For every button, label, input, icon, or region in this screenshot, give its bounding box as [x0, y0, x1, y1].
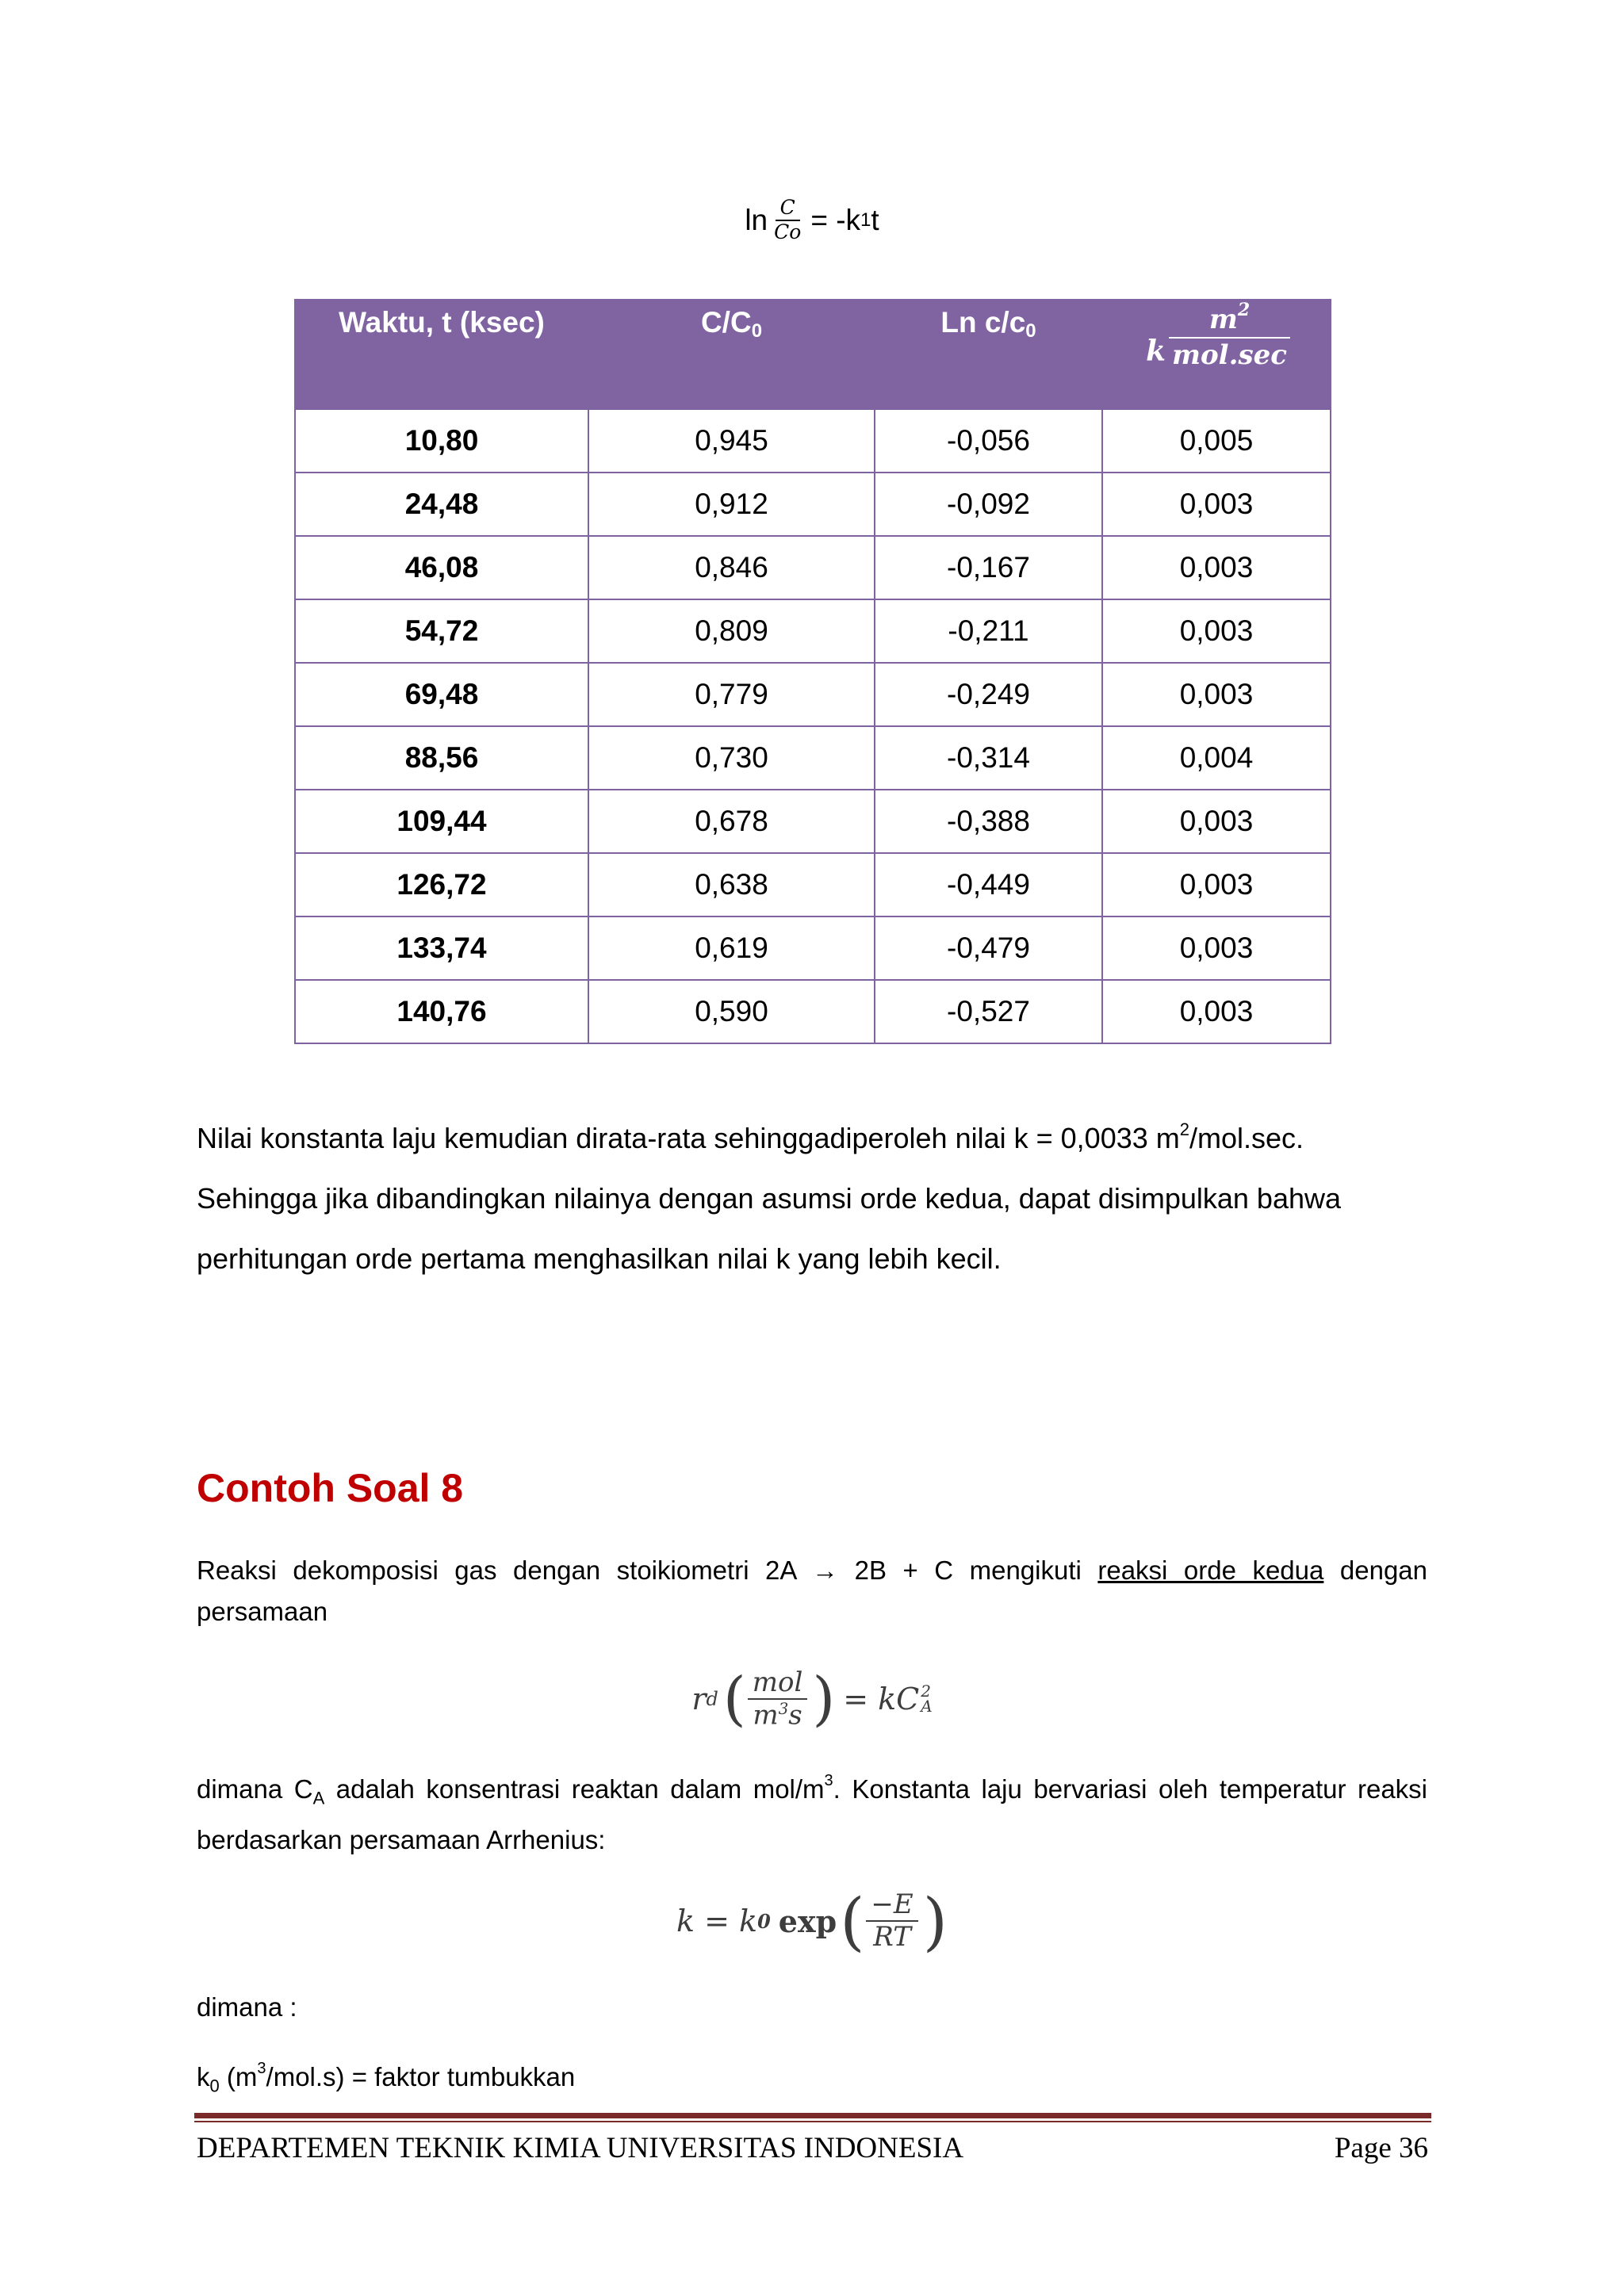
- cell-waktu: 10,80: [295, 409, 588, 473]
- cell-waktu: 140,76: [295, 980, 588, 1043]
- cell-c-c0: 0,945: [588, 409, 875, 473]
- header-k-den: mol.sec: [1172, 339, 1287, 371]
- unit-sup: 2: [1179, 1119, 1189, 1139]
- paragraph-reaction: [197, 1550, 1427, 1632]
- header-k: [1102, 299, 1331, 409]
- cell-k: 0,003: [1102, 790, 1331, 853]
- header-k-symbol: k: [1146, 334, 1166, 368]
- cell-c-c0: 0,912: [588, 473, 875, 536]
- arr-fraction: [866, 1889, 917, 1953]
- cell-c-c0: 0,809: [588, 599, 875, 663]
- rate-rhs-sub: A: [921, 1697, 933, 1716]
- cell-ln: -0,211: [875, 599, 1102, 663]
- cell-waktu: 46,08: [295, 536, 588, 599]
- header-c-c0-sub: 0: [751, 320, 763, 342]
- cell-waktu: 109,44: [295, 790, 588, 853]
- rate-fraction: [748, 1667, 808, 1732]
- formula-arrhenius: [0, 1881, 1624, 1961]
- header-k-num-sup: 2: [1237, 300, 1251, 320]
- arr-lhs: k = k: [676, 1904, 758, 1938]
- rate-rhs-sup: 2: [921, 1682, 931, 1701]
- paragraph-arrhenius: [197, 1769, 1427, 1861]
- paragraph-line: Sehingga jika dibandingkan nilainya dengan asumsi orde kedua, dapat disimpulkan bahwa: [197, 1182, 1342, 1215]
- formula-denominator: Co: [774, 220, 802, 243]
- table-row: [295, 599, 1331, 663]
- paragraph-text: /mol.sec.: [1189, 1122, 1304, 1154]
- header-k-units: [1172, 300, 1287, 372]
- table-header-row: [295, 299, 1331, 409]
- cell-k: 0,003: [1102, 916, 1331, 980]
- header-k-num: [1169, 300, 1290, 339]
- table-row: [295, 916, 1331, 980]
- k0-definition: [197, 2057, 1427, 2107]
- formula-t: t: [871, 203, 879, 236]
- cell-c-c0: 0,779: [588, 663, 875, 726]
- rate-den: [748, 1700, 806, 1731]
- footer-department: DEPARTEMEN TEKNIK KIMIA UNIVERSITAS INDONESIA: [197, 2132, 964, 2164]
- paragraph-text: . Konstanta laju bervariasi oleh temperatur reaksi berdasarkan persamaan Arrhenius:: [197, 1774, 1428, 1854]
- footer-rule: [194, 2113, 1431, 2118]
- cell-c-c0: 0,590: [588, 980, 875, 1043]
- paragraph-line: perhitungan orde pertama menghasilkan nilai k yang lebih kecil.: [197, 1242, 1002, 1275]
- paragraph-text: dengan persamaan: [197, 1556, 1428, 1626]
- header-k-fraction: [1146, 300, 1287, 372]
- footer-rule-thin: [194, 2121, 1431, 2122]
- paren-right: ): [922, 1884, 948, 1958]
- cell-k: 0,003: [1102, 853, 1331, 916]
- section-heading: Contoh Soal 8: [197, 1466, 464, 1510]
- rate-den-m: m: [753, 1699, 779, 1732]
- cell-c-c0: 0,638: [588, 853, 875, 916]
- paren-left: (: [840, 1884, 865, 1958]
- rate-rhs: = kC: [843, 1682, 920, 1716]
- cell-k: 0,003: [1102, 599, 1331, 663]
- formula-numerator: C: [776, 197, 800, 221]
- header-c-c0-main: C/C: [700, 306, 752, 339]
- header-c-c0: [588, 299, 875, 409]
- cell-waktu: 69,48: [295, 663, 588, 726]
- unit-sup: 3: [257, 2060, 266, 2077]
- k0-sub: 0: [209, 2076, 220, 2096]
- cell-c-c0: 0,846: [588, 536, 875, 599]
- formula-rhs: = -k: [810, 203, 861, 236]
- arr-den: RT: [873, 1921, 911, 1953]
- cell-k: 0,005: [1102, 409, 1331, 473]
- header-k-num-base: m: [1208, 304, 1238, 335]
- paragraph-text: Nilai konstanta laju kemudian dirata-rata sehinggadiperoleh nilai k = 0,0033 m: [197, 1122, 1180, 1154]
- rate-rhs-scripts: [921, 1684, 932, 1714]
- formula-ln: ln: [745, 203, 768, 236]
- cell-waktu: 24,48: [295, 473, 588, 536]
- table-row: [295, 473, 1331, 536]
- rate-r-sub: d: [706, 1688, 718, 1710]
- cell-k: 0,003: [1102, 980, 1331, 1043]
- table-row: [295, 980, 1331, 1043]
- cell-waktu: 133,74: [295, 916, 588, 980]
- header-waktu: Waktu, t (ksec): [295, 299, 588, 409]
- formula-rate: [0, 1663, 1624, 1735]
- paren-right: ): [812, 1665, 836, 1733]
- cell-ln: -0,314: [875, 726, 1102, 790]
- cell-c-c0: 0,678: [588, 790, 875, 853]
- table-row: [295, 853, 1331, 916]
- paragraph-conclusion: [197, 1108, 1341, 1289]
- unit-sup: 3: [824, 1772, 833, 1789]
- cell-k: 0,003: [1102, 473, 1331, 536]
- cell-ln: -0,479: [875, 916, 1102, 980]
- cell-ln: -0,449: [875, 853, 1102, 916]
- formula-fraction: [769, 197, 806, 244]
- table-row: [295, 663, 1331, 726]
- cell-waktu: 126,72: [295, 853, 588, 916]
- formula-sub: 1: [860, 209, 871, 231]
- paragraph-text: adalah konsentrasi reaktan dalam mol/m: [324, 1774, 825, 1804]
- cell-ln: -0,056: [875, 409, 1102, 473]
- header-ln-main: Ln c/c: [940, 306, 1026, 339]
- paragraph-text: k: [197, 2062, 210, 2091]
- paragraph-text: (m: [219, 2062, 258, 2091]
- table-row: [295, 726, 1331, 790]
- footer-page-number: Page 36: [1334, 2132, 1428, 2164]
- dimana-label: dimana :: [197, 1992, 297, 2022]
- cell-ln: -0,388: [875, 790, 1102, 853]
- paragraph-text: dimana C: [197, 1774, 313, 1804]
- rate-den-s: s: [788, 1699, 802, 1732]
- table-row: [295, 536, 1331, 599]
- paragraph-line: [197, 1108, 1341, 1169]
- cell-c-c0: 0,730: [588, 726, 875, 790]
- cell-k: 0,003: [1102, 536, 1331, 599]
- formula-first-order: [0, 197, 1624, 244]
- cell-ln: -0,527: [875, 980, 1102, 1043]
- cell-waktu: 54,72: [295, 599, 588, 663]
- cell-c-c0: 0,619: [588, 916, 875, 980]
- kinetics-table: [294, 299, 1331, 1044]
- cell-k: 0,003: [1102, 663, 1331, 726]
- rate-num: mol: [748, 1667, 808, 1700]
- cell-k: 0,004: [1102, 726, 1331, 790]
- table-row: [295, 409, 1331, 473]
- header-ln: [875, 299, 1102, 409]
- arr-num: −E: [866, 1889, 917, 1922]
- arr-sub: 0: [757, 1909, 771, 1933]
- paragraph-text: Reaksi dekomposisi gas dengan stoikiometri 2A → 2B + C mengikuti: [197, 1556, 1098, 1585]
- underlined-term: reaksi orde kedua: [1097, 1556, 1324, 1585]
- cell-ln: -0,167: [875, 536, 1102, 599]
- paren-left: (: [722, 1665, 746, 1733]
- header-ln-sub: 0: [1025, 320, 1036, 342]
- cell-ln: -0,092: [875, 473, 1102, 536]
- table-row: [295, 790, 1331, 853]
- ca-sub: A: [312, 1788, 325, 1808]
- paragraph-text: /mol.s) = faktor tumbukkan: [266, 2062, 576, 2091]
- cell-ln: -0,249: [875, 663, 1102, 726]
- cell-waktu: 88,56: [295, 726, 588, 790]
- rate-r: r: [691, 1682, 707, 1716]
- arr-exp: exp: [778, 1903, 837, 1939]
- rate-den-sup: 3: [778, 1698, 789, 1718]
